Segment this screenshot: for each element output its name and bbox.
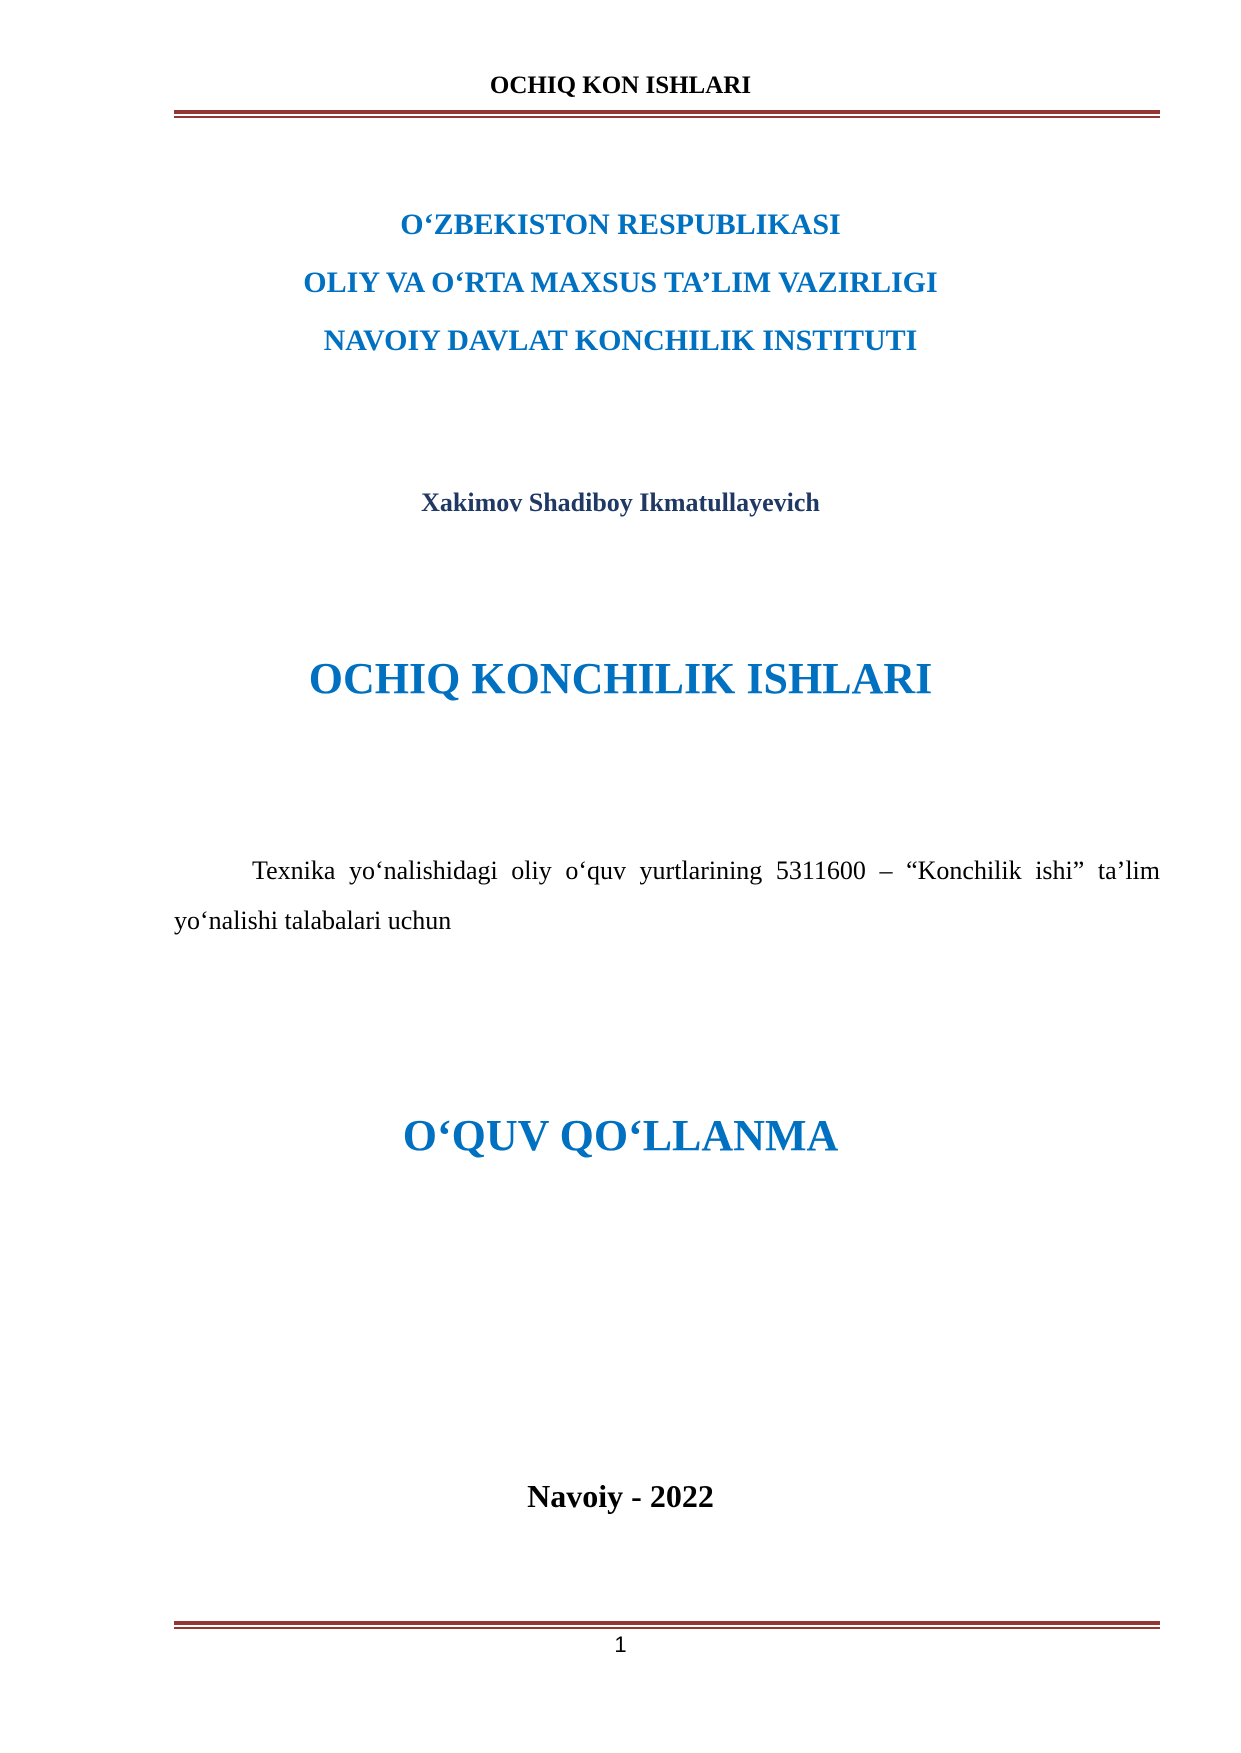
footer-divider-thin-line — [174, 1627, 1160, 1629]
header-divider-thin-line — [174, 116, 1160, 118]
author-name: Xakimov Shadiboy Ikmatullayevich — [421, 488, 820, 517]
institution-line-institute: NAVOIY DAVLAT KONCHILIK INSTITUTI — [323, 324, 918, 357]
audience-description: Texnika yo‘nalishidagi oliy o‘quv yurtlarining 5311600 – “Konchilik ishi” ta’lim yo‘nalishi talabalari uchun — [174, 856, 1160, 935]
book-title: OCHIQ KONCHILIK ISHLARI — [308, 654, 933, 703]
footer-divider — [174, 1621, 1160, 1630]
page-number: 1 — [614, 1632, 627, 1657]
running-header-title: OCHIQ KON ISHLARI — [489, 72, 752, 99]
institution-block — [0, 196, 1241, 370]
institution-line-country: O‘ZBEKISTON RESPUBLIKASI — [400, 208, 841, 241]
header-divider — [174, 110, 1160, 119]
footer-divider-thick-line — [174, 1621, 1160, 1625]
document-type: O‘QUV QO‘LLANMA — [402, 1111, 839, 1160]
institution-line-ministry: OLIY VA O‘RTA MAXSUS TA’LIM VAZIRLIGI — [303, 266, 938, 299]
header-divider-thick-line — [174, 110, 1160, 114]
place-and-year: Navoiy - 2022 — [527, 1478, 714, 1514]
